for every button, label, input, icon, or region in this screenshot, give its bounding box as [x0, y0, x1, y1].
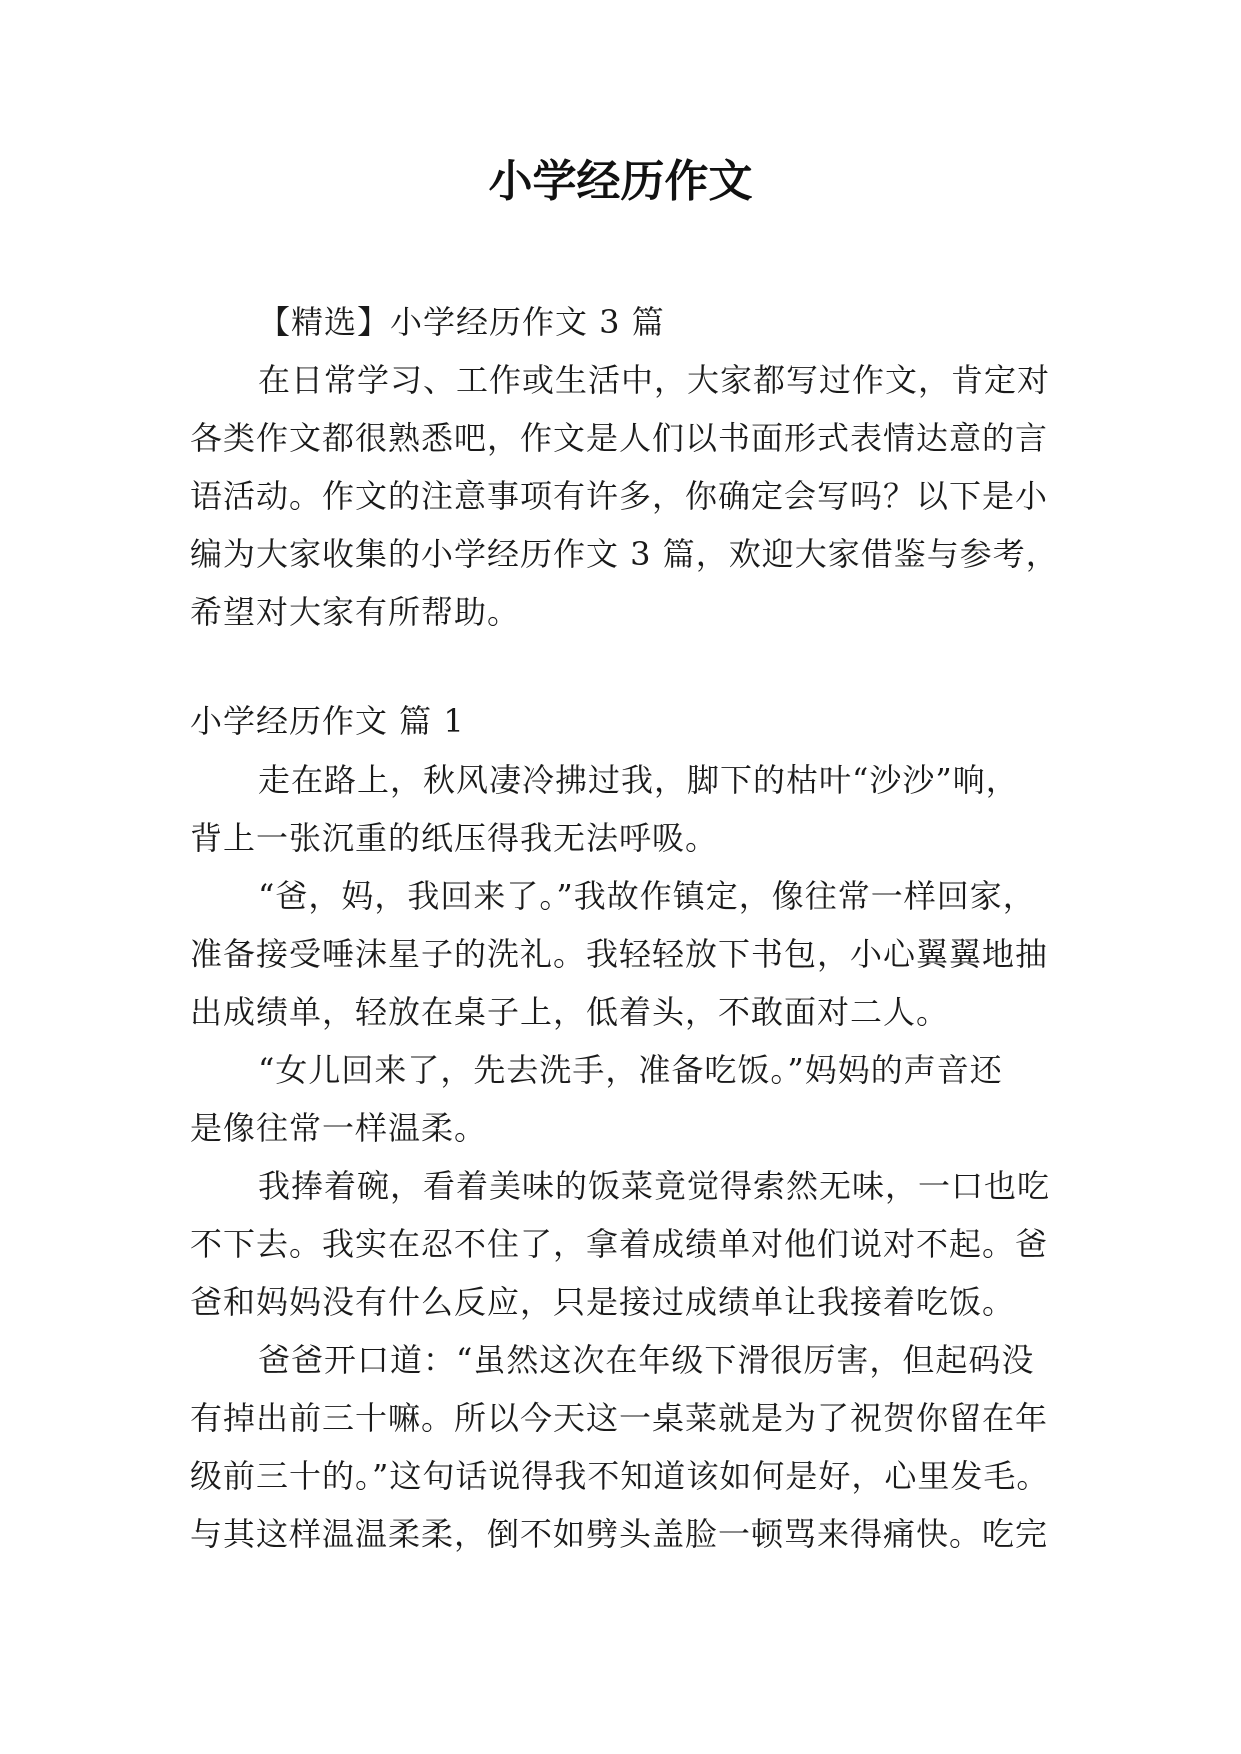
paragraph-line: 准备接受唾沫星子的洗礼。我轻轻放下书包，小心翼翼地抽	[190, 935, 1049, 973]
paragraph-line: 出成绩单，轻放在桌子上，低着头，不敢面对二人。	[190, 993, 950, 1031]
paragraph-line: 级前三十的。”这句话说得我不知道该如何是好，心里发毛。	[190, 1457, 1050, 1495]
paragraph-line: 各类作文都很熟悉吧，作文是人们以书面形式表情达意的言	[190, 419, 1049, 457]
intro-heading: 【精选】小学经历作文 3 篇	[258, 303, 665, 341]
paragraph-line: “女儿回来了，先去洗手，准备吃饭。”妈妈的声音还	[258, 1051, 1003, 1089]
paragraph-line: 背上一张沉重的纸压得我无法呼吸。	[190, 819, 719, 857]
paragraph-line: 爸和妈妈没有什么反应，只是接过成绩单让我接着吃饭。	[190, 1283, 1016, 1321]
paragraph-line: 编为大家收集的小学经历作文 3 篇，欢迎大家借鉴与参考，	[190, 535, 1059, 573]
paragraph-line: 爸爸开口道：“虽然这次在年级下滑很厉害，但起码没	[258, 1341, 1035, 1379]
paragraph-line: 我捧着碗，看着美味的饭菜竟觉得索然无味，一口也吃	[258, 1167, 1051, 1205]
paragraph-line: 有掉出前三十嘛。所以今天这一桌菜就是为了祝贺你留在年	[190, 1399, 1049, 1437]
paragraph-line: 在日常学习、工作或生活中，大家都写过作文，肯定对	[258, 361, 1051, 399]
paragraph-line: 语活动。作文的注意事项有许多，你确定会写吗？以下是小	[190, 477, 1049, 515]
paragraph-line: 是像往常一样温柔。	[190, 1109, 488, 1147]
paragraph-line: 希望对大家有所帮助。	[190, 593, 521, 631]
paragraph-line: 不下去。我实在忍不住了，拿着成绩单对他们说对不起。爸	[190, 1225, 1049, 1263]
section-heading: 小学经历作文 篇 1	[190, 702, 465, 740]
paragraph-line: 与其这样温温柔柔，倒不如劈头盖脸一顿骂来得痛快。吃完	[190, 1515, 1049, 1553]
paragraph-line: “爸，妈，我回来了。”我故作镇定，像往常一样回家，	[258, 877, 1036, 915]
document-title: 小学经历作文	[488, 156, 753, 207]
paragraph-line: 走在路上，秋风凄冷拂过我，脚下的枯叶“沙沙”响，	[258, 761, 1019, 799]
